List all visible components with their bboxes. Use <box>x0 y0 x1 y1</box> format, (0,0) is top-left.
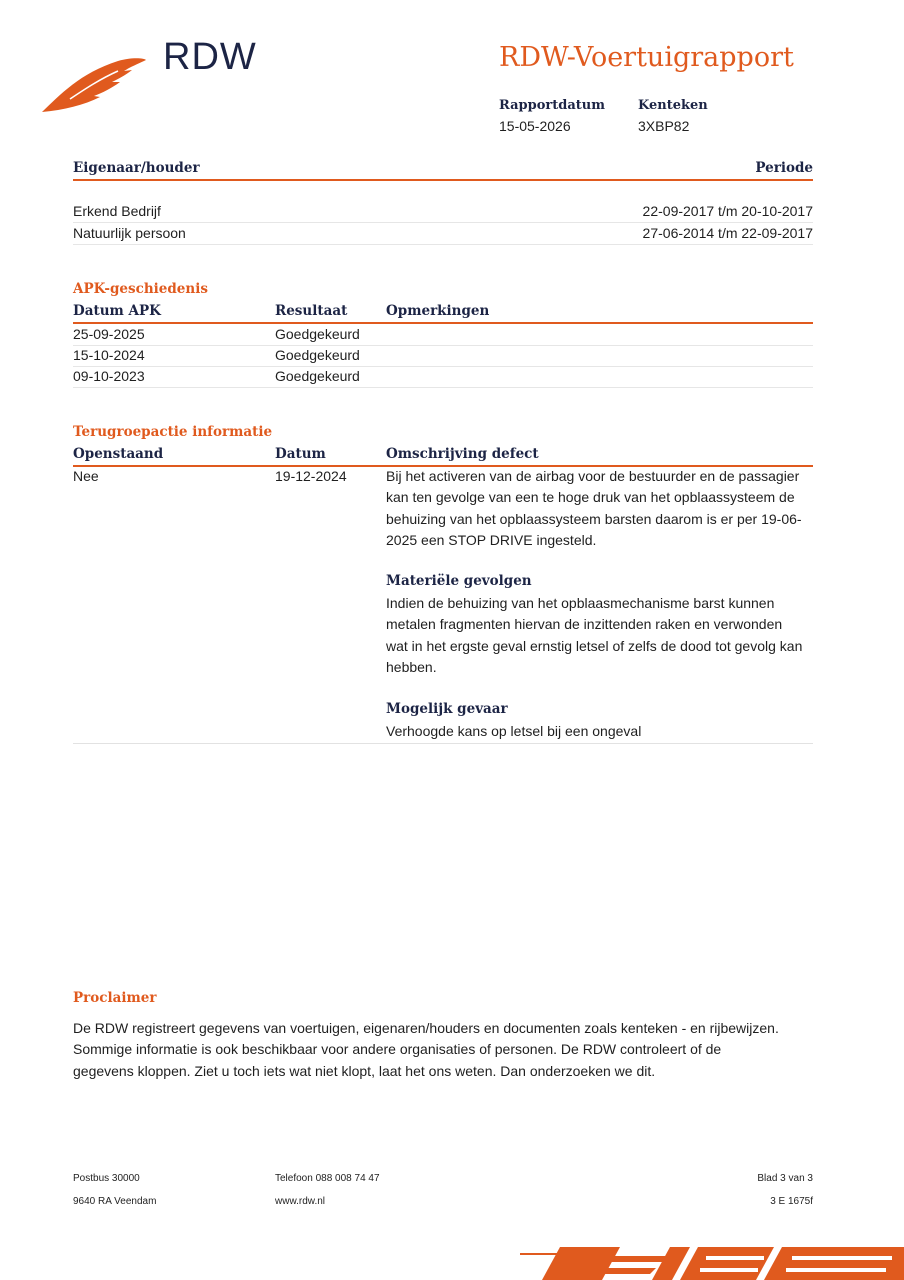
owner-cell: Erkend Bedrijf <box>73 203 161 219</box>
recall-open-header: Openstaand <box>73 446 164 462</box>
table-row <box>73 201 813 223</box>
divider <box>73 743 813 744</box>
apk-date-header: Datum APK <box>73 303 161 319</box>
period-column-header: Periode <box>755 160 813 176</box>
owner-column-header: Eigenaar/houder <box>73 160 200 176</box>
apk-result-cell: Goedgekeurd <box>275 368 360 384</box>
footer-page-number: Blad 3 van 3 <box>757 1173 813 1184</box>
recall-description: Bij het activeren van de airbag voor de bestuurder en de passagier kan ten gevolge van een te hoge druk van het opblaassysteem de behuizing van het opblaassysteem barsten daarom is er per 19-06-2025 een STOP DRIVE ingesteld. <box>386 468 802 548</box>
rdw-logo-icon <box>40 55 150 115</box>
report-date-label: Rapportdatum <box>499 98 605 113</box>
apk-remarks-header: Opmerkingen <box>386 303 490 319</box>
decorative-stripes-icon <box>520 1244 904 1280</box>
footer-city: 9640 RA Veendam <box>73 1196 157 1207</box>
divider <box>73 179 813 181</box>
apk-date-cell: 15-10-2024 <box>73 347 145 363</box>
plate-number: 3XBP82 <box>638 118 690 134</box>
apk-result-cell: Goedgekeurd <box>275 326 360 342</box>
footer-po-box: Postbus 30000 <box>73 1173 140 1184</box>
period-cell: 27-06-2014 t/m 22-09-2017 <box>642 225 813 241</box>
apk-date-cell: 25-09-2025 <box>73 326 145 342</box>
recall-date-cell: 19-12-2024 <box>275 468 347 484</box>
plate-label: Kenteken <box>638 98 708 113</box>
proclaimer-title: Proclaimer <box>73 990 157 1006</box>
danger-text: Verhoogde kans op letsel bij een ongeval <box>386 723 642 739</box>
logo-text: RDW <box>163 36 257 78</box>
period-cell: 22-09-2017 t/m 20-10-2017 <box>642 203 813 219</box>
recall-date-header: Datum <box>275 446 326 462</box>
apk-result-cell: Goedgekeurd <box>275 347 360 363</box>
report-date: 15-05-2026 <box>499 118 571 134</box>
recall-open-cell: Nee <box>73 468 99 484</box>
footer-phone: Telefoon 088 008 74 47 <box>275 1173 380 1184</box>
danger-label: Mogelijk gevaar <box>386 701 508 717</box>
recall-desc-header: Omschrijving defect <box>386 446 539 462</box>
table-row <box>73 223 813 245</box>
footer-doc-code: 3 E 1675f <box>770 1196 813 1207</box>
table-row <box>73 345 813 367</box>
owner-cell: Natuurlijk persoon <box>73 225 186 241</box>
consequences-text: Indien de behuizing van het opblaasmechanisme barst kunnen metalen fragmenten hiervan de inzittenden raken en verwonden wat in het ergste geval ernstig letsel of zelfs de dood tot gevolg kan hebben. <box>386 595 803 675</box>
recall-title: Terugroepactie informatie <box>73 424 273 440</box>
table-row <box>73 366 813 388</box>
apk-date-cell: 09-10-2023 <box>73 368 145 384</box>
apk-title: APK-geschiedenis <box>73 281 208 297</box>
consequences-label: Materiële gevolgen <box>386 573 532 589</box>
footer-website: www.rdw.nl <box>275 1196 326 1207</box>
table-row <box>73 324 813 346</box>
report-title: RDW-Voertuigrapport <box>499 42 794 73</box>
apk-result-header: Resultaat <box>275 303 348 319</box>
proclaimer-text: De RDW registreert gegevens van voertuigen, eigenaren/houders en documenten zoals kenteken - en rijbewijzen. Sommige informatie is ook beschikbaar voor andere organisaties of personen. De RDW controleert of de gegevens kloppen. Ziet u toch iets wat niet klopt, laat het ons weten. Dan onderzoeken we dit. <box>73 1020 779 1079</box>
